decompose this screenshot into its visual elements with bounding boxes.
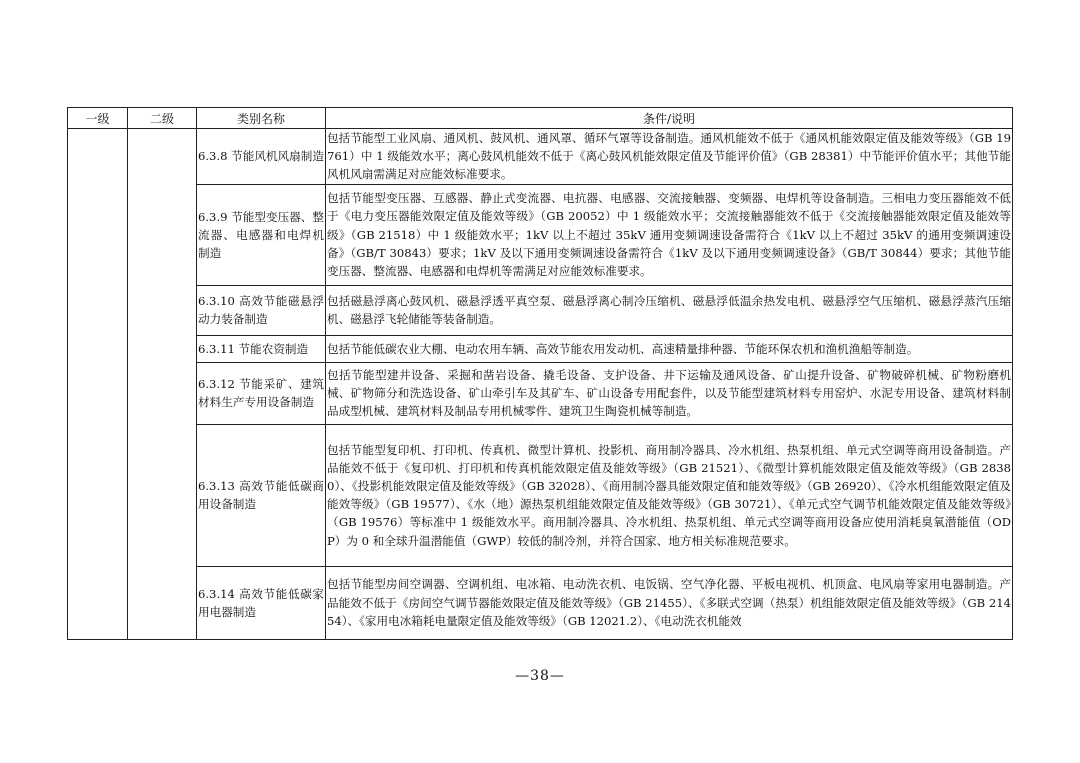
header-conditions: 条件/说明 [326, 108, 1013, 129]
page-number: —38— [515, 668, 565, 684]
category-name: 6.3.8 节能风机风扇制造 [197, 129, 326, 185]
table-row [68, 362, 1013, 424]
category-name: 6.3.10 高效节能磁悬浮动力装备制造 [197, 285, 326, 335]
table-row [68, 184, 1013, 285]
table-header-row [68, 108, 1013, 129]
category-description: 包括节能型复印机、打印机、传真机、微型计算机、投影机、商用制冷器具、冷水机组、热泵机组、单元式空调等商用设备制造。产品能效不低于《复印机、打印机和传真机能效限定值及能效等级》（GB 21521）、《微型计算机能效限定值及能效等级》（GB 28380）、《投影机能效限定值及能效等级》（GB 32028）、《商用制冷器具能效限定值和能效等级》（GB 26920）、《冷水机组能效限定值及能效等级》（GB 19577）、《水（地）源热泵机组能效限定值及能效等级》（GB 30721）、《单元式空气调节机能效限定值及能效等级》（GB 19576）等标准中 1 级能效水平。商用制冷器具、冷水机组、热泵机组、单元式空调等商用设备应使用消耗臭氧潜能值（ODP）为 0 和全球升温潜能值（GWP）较低的制冷剂，并符合国家、地方相关标准规范要求。 [326, 424, 1013, 566]
table-row [68, 285, 1013, 335]
level2-cell [128, 129, 197, 640]
table-row [68, 566, 1013, 639]
category-description: 包括节能型房间空调器、空调机组、电冰箱、电动洗衣机、电饭锅、空气净化器、平板电视机、机顶盒、电风扇等家用电器制造。产品能效不低于《房间空气调节器能效限定值及能效等级》（GB 21455）、《多联式空调（热泵）机组能效限定值及能效等级》（GB 21454）、《家用电冰箱耗电量限定值及能效等级》（GB 12021.2）、《电动洗衣机能效 [326, 566, 1013, 639]
category-description: 包括节能低碳农业大棚、电动农用车辆、高效节能农用发动机、高速精量排种器、节能环保农机和渔机渔船等制造。 [326, 335, 1013, 362]
category-description: 包括节能型工业风扇、通风机、鼓风机、通风罩、循环气罩等设备制造。通风机能效不低于《通风机能效限定值及能效等级》（GB 19761）中 1 级能效水平；离心鼓风机能效不低于《离心鼓风机能效限定值及节能评价值》（GB 28381）中节能评价值水平；其他节能风机风扇需满足对应能效标准要求。 [326, 129, 1013, 185]
category-name: 6.3.11 节能农资制造 [197, 335, 326, 362]
header-level1: 一级 [68, 108, 128, 129]
category-name: 6.3.13 高效节能低碳商用设备制造 [197, 424, 326, 566]
category-name: 6.3.9 节能型变压器、整流器、电感器和电焊机制造 [197, 184, 326, 285]
table-row [68, 424, 1013, 566]
category-description: 包括磁悬浮离心鼓风机、磁悬浮透平真空泵、磁悬浮离心制冷压缩机、磁悬浮低温余热发电机、磁悬浮空气压缩机、磁悬浮蒸汽压缩机、磁悬浮飞轮储能等装备制造。 [326, 285, 1013, 335]
level1-cell [68, 129, 128, 640]
category-name: 6.3.12 节能采矿、建筑材料生产专用设备制造 [197, 362, 326, 424]
category-table [67, 107, 1013, 640]
category-description: 包括节能型建井设备、采掘和凿岩设备、撬毛设备、支护设备、井下运输及通风设备、矿山提升设备、矿物破碎机械、矿物粉磨机械、矿物筛分和洗选设备、矿山牵引车及其矿车、矿山设备专用配套件，以及节能型建筑材料专用窑炉、水泥专用设备、建筑材料制品成型机械、建筑材料及制品专用机械零件、建筑卫生陶瓷机械等制造。 [326, 362, 1013, 424]
table-row [68, 129, 1013, 185]
header-level2: 二级 [128, 108, 197, 129]
category-description: 包括节能型变压器、互感器、静止式变流器、电抗器、电感器、交流接触器、变频器、电焊机等设备制造。三相电力变压器能效不低于《电力变压器能效限定值及能效等级》（GB 20052）中 1 级能效水平；交流接触器能效不低于《交流接触器能效限定值及能效等级》（GB 21518）中 1 级能效水平；1kV 以上不超过 35kV 通用变频调速设备需符合《1kV 以上不超过 35kV 的通用变频调速设备》（GB/T 30843）要求；1kV 及以下通用变频调速设备需符合《1kV 及以下通用变频调速设备》（GB/T 30844）要求；其他节能变压器、整流器、电感器和电焊机等需满足对应能效标准要求。 [326, 184, 1013, 285]
header-category-name: 类别名称 [197, 108, 326, 129]
table-row [68, 335, 1013, 362]
category-name: 6.3.14 高效节能低碳家用电器制造 [197, 566, 326, 639]
